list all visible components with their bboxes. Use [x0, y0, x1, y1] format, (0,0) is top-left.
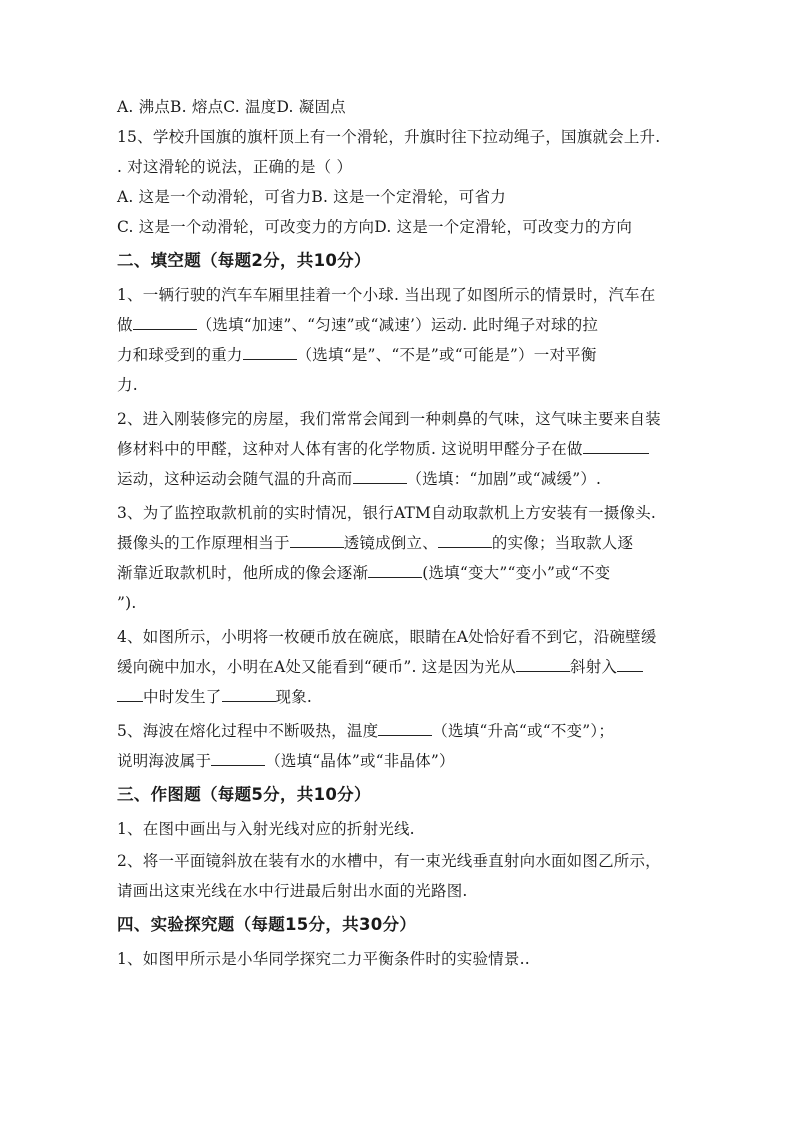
s2q1-text-d: （选填“是”、“不是”或“可能是”）一对平衡 — [296, 346, 597, 364]
s4-question-1: 1、如图甲所示是小华同学探究二力平衡条件时的实验情景.. — [117, 950, 530, 968]
s2q3-text-c: 的实像；当取款人逐 — [491, 534, 634, 552]
s2q2-text-c: （选填：“加剧”或“减缓”）. — [406, 470, 602, 488]
s2q1-line2 — [117, 314, 677, 336]
s2q4-line3 — [117, 686, 677, 708]
s2q2-line2 — [117, 438, 677, 460]
q14-options: A. 沸点B. 熔点C. 温度D. 凝固点 — [117, 98, 346, 116]
s2q3-text-a: 摄像头的工作原理相当于 — [117, 534, 290, 552]
s3-question-2-line1: 2、将一平面镜斜放在装有水的水槽中，有一束光线垂直射向水面如图乙所示， — [117, 852, 661, 870]
answer-blank[interactable] — [368, 562, 422, 578]
answer-blank[interactable] — [378, 720, 432, 736]
s2q3-text-e: (选填“变大”“变小”或“不变 — [422, 564, 611, 582]
s2q3-line1: 3、为了监控取款机前的实时情况，银行ATM自动取款机上方安装有一摄像头. — [117, 504, 657, 522]
answer-blank[interactable] — [117, 686, 143, 702]
answer-blank[interactable] — [133, 314, 197, 330]
s2-question-5 — [117, 720, 677, 772]
s2q1-text-a: 做 — [117, 316, 133, 334]
section2-heading: 二、填空题（每题2分，共10分） — [117, 251, 371, 270]
s2q2-line3 — [117, 468, 677, 490]
s2q5-text-d: （选填“晶体”或“非晶体”） — [265, 752, 455, 770]
s3-question-2-line2: 请画出这束光线在水中行进最后射出水面的光路图. — [117, 882, 468, 900]
s2q4-text-a: 缓向碗中加水，小明在A处又能看到“硬币”. 这是因为光从 — [117, 658, 516, 676]
s2-question-4 — [117, 626, 677, 708]
s2q1-text-c: 力和球受到的重力 — [117, 346, 243, 364]
s2q2-text-a: 修材料中的甲醛，这种对人体有害的化学物质. 这说明甲醛分子在做 — [117, 440, 583, 458]
s2q4-text-b: 斜射入 — [570, 658, 618, 676]
s2q5-text-a: 5、海波在熔化过程中不断吸热，温度 — [117, 722, 379, 740]
q15-options-ab: A. 这是一个动滑轮，可省力B. 这是一个定滑轮，可省力 — [117, 188, 506, 206]
section3-heading: 三、作图题（每题5分，共10分） — [117, 785, 371, 804]
s2-question-2 — [117, 408, 677, 490]
s2q3-text-d: 渐靠近取款机时，他所成的像会逐渐 — [117, 564, 369, 582]
s2q5-text-c: 说明海波属于 — [117, 752, 212, 770]
s2q1-line3 — [117, 344, 677, 366]
s2q3-line3 — [117, 562, 677, 584]
answer-blank[interactable] — [243, 344, 297, 360]
s2q5-line1 — [117, 720, 677, 742]
exam-page — [117, 96, 677, 970]
answer-blank[interactable] — [222, 686, 276, 702]
q15-stem-line1: 15、学校升国旗的旗杆顶上有一个滑轮，升旗时往下拉动绳子，国旗就会上升. — [117, 128, 661, 146]
q15-options-cd: C. 这是一个动滑轮，可改变力的方向D. 这是一个定滑轮，可改变力的方向 — [117, 218, 633, 236]
s3-question-1: 1、在图中画出与入射光线对应的折射光线. — [117, 820, 415, 838]
s2q4-text-d: 现象. — [275, 688, 313, 706]
s2q2-line1: 2、进入刚装修完的房屋，我们常常会闻到一种刺鼻的气味，这气味主要来自装 — [117, 410, 661, 428]
s2q4-line2 — [117, 656, 677, 678]
s2-question-3 — [117, 502, 677, 614]
s2-question-1 — [117, 284, 677, 396]
s2q5-text-b: （选填“升高“或“不变”）； — [432, 722, 615, 740]
s2q1-line4: 力. — [117, 376, 138, 394]
s2q4-line1: 4、如图所示，小明将一枚硬币放在碗底，眼睛在A处恰好看不到它，沿碗壁缓 — [117, 628, 657, 646]
answer-blank[interactable] — [617, 656, 643, 672]
answer-blank[interactable] — [438, 532, 492, 548]
s2q2-text-b: 运动，这种运动会随气温的升高而 — [117, 470, 353, 488]
s2q4-text-c: 中时发生了 — [143, 688, 222, 706]
answer-blank[interactable] — [290, 532, 344, 548]
s2q3-text-b: 透镜成倒立、 — [343, 534, 438, 552]
q15-stem-line2: . 对这滑轮的说法，正确的是（ ） — [117, 158, 353, 176]
answer-blank[interactable] — [353, 468, 407, 484]
s2q3-line2 — [117, 532, 677, 554]
section4-heading: 四、实验探究题（每题15分，共30分） — [117, 915, 417, 934]
s2q3-line4: ”). — [117, 594, 137, 612]
s2q1-text-b: （选填“加速”、“匀速”或“减速’）运动. 此时绳子对球的拉 — [196, 316, 599, 334]
answer-blank[interactable] — [583, 438, 649, 454]
answer-blank[interactable] — [516, 656, 570, 672]
s2q1-line1: 1、一辆行驶的汽车车厢里挂着一个小球. 当出现了如图所示的情景时，汽车在 — [117, 286, 656, 304]
s2q5-line2 — [117, 750, 677, 772]
answer-blank[interactable] — [211, 750, 265, 766]
